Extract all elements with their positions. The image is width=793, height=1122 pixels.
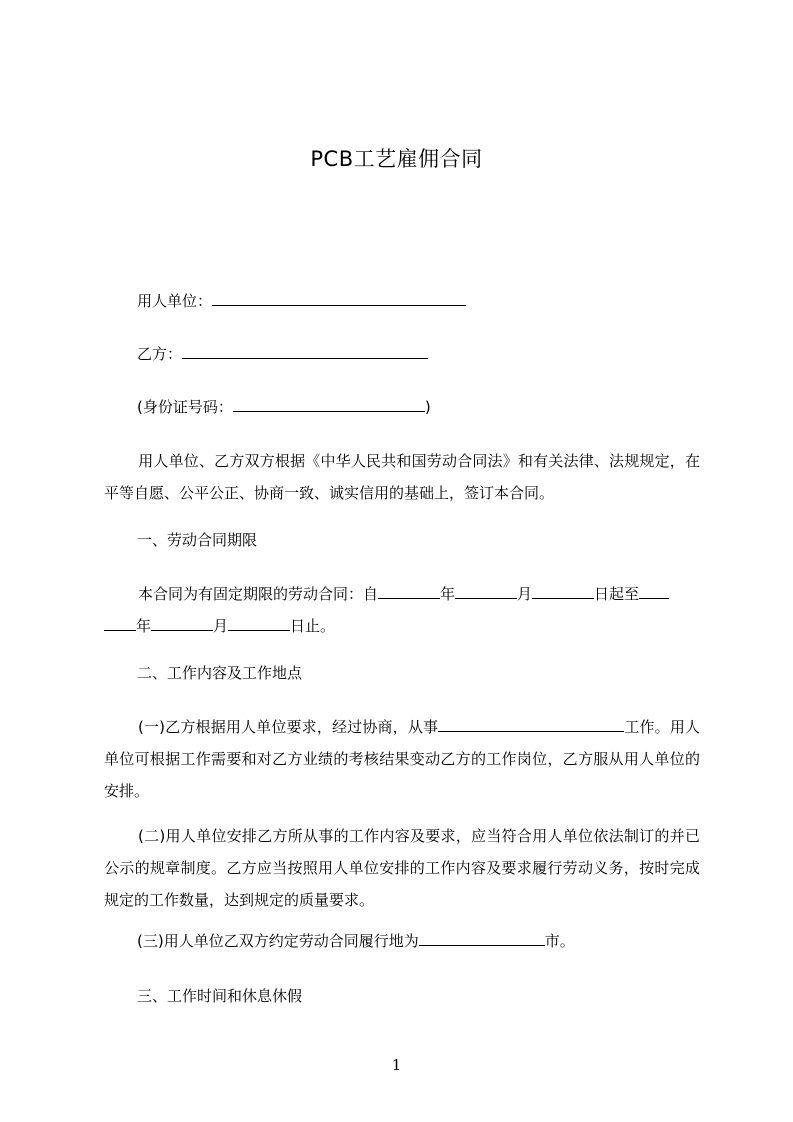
employer-blank[interactable] xyxy=(212,291,466,306)
term-from-month-blank[interactable] xyxy=(455,584,517,599)
id-number-label: (身份证号码： xyxy=(137,398,233,416)
term-text-a: 本合同为有固定期限的劳动合同：自 xyxy=(138,585,379,603)
item3-text-b: 市。 xyxy=(544,932,575,950)
term-year-1: 年 xyxy=(440,585,456,603)
term-month-1: 月 xyxy=(517,585,533,603)
term-month-2: 月 xyxy=(213,617,229,635)
employer-line xyxy=(137,291,466,311)
employee-blank[interactable] xyxy=(182,344,428,359)
term-year-2: 年 xyxy=(136,617,152,635)
item3-line xyxy=(137,931,575,951)
term-to-year-blank-b[interactable] xyxy=(104,616,136,631)
employee-label: 乙方： xyxy=(137,345,183,363)
work-location-blank[interactable] xyxy=(419,931,545,946)
document-title: PCB工艺雇佣合同 xyxy=(310,147,483,171)
page-number: 1 xyxy=(391,1056,402,1074)
job-position-blank[interactable] xyxy=(438,717,624,732)
intro-paragraph xyxy=(104,445,700,509)
section1-heading: 一、劳动合同期限 xyxy=(137,531,258,549)
employee-line xyxy=(137,344,428,364)
term-to-day-blank[interactable] xyxy=(228,616,290,631)
term-to-year-blank-a[interactable] xyxy=(639,584,669,599)
section3-heading: 三、工作时间和休息休假 xyxy=(137,987,303,1005)
term-day-from: 日起至 xyxy=(594,585,640,603)
employer-label: 用人单位： xyxy=(137,292,213,310)
term-from-year-blank[interactable] xyxy=(378,584,440,599)
section2-heading: 二、工作内容及工作地点 xyxy=(137,664,303,682)
id-number-close: ) xyxy=(424,398,431,416)
item3-text-a: (三)用人单位乙双方约定劳动合同履行地为 xyxy=(137,932,419,950)
id-number-blank[interactable] xyxy=(233,397,425,412)
intro-text: 用人单位、乙方双方根据《中华人民共和国劳动合同法》和有关法律、法规规定，在平等自愿、公平公正、协商一致、诚实信用的基础上，签订本合同。 xyxy=(104,452,700,502)
item1-paragraph xyxy=(104,711,700,807)
term-paragraph xyxy=(104,578,700,642)
term-to-month-blank[interactable] xyxy=(151,616,213,631)
item2-text: (二)用人单位安排乙方所从事的工作内容及要求，应当符合用人单位依法制订的并已公示的规章制度。乙方应当按照用人单位安排的工作内容及要求履行劳动义务，按时完成规定的工作数量，达到规定的质量要求。 xyxy=(104,827,700,909)
id-number-line xyxy=(137,397,431,417)
item2-paragraph xyxy=(104,820,700,916)
item1-text-a: (一)乙方根据用人单位要求，经过协商，从事 xyxy=(138,718,439,736)
item1-text-b: 工作。用人单位可根据工作需要和对乙方业绩的考核结果变动乙方的工作岗位，乙方服从用人单位的安排。 xyxy=(104,718,700,800)
term-day-to: 日止。 xyxy=(290,617,336,635)
term-from-day-blank[interactable] xyxy=(532,584,594,599)
